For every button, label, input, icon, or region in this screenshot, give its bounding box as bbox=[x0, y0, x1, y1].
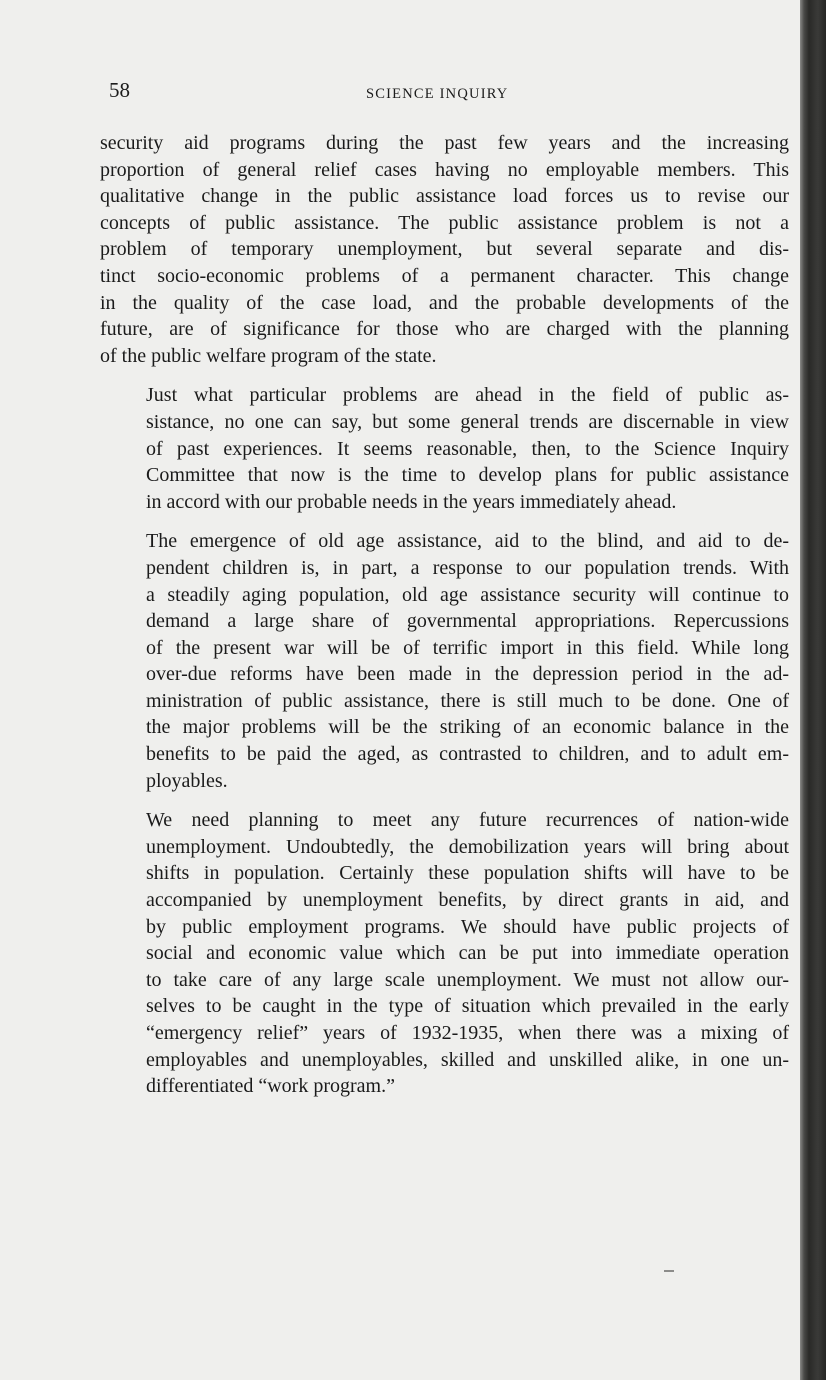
text-line: of past experiences. It seems reasonable, then, to the Science Inquiry bbox=[146, 437, 789, 460]
text-line: demand a large share of governmental appropriations. Repercussions bbox=[146, 610, 789, 633]
text-line: social and economic value which can be put into immediate operation bbox=[146, 942, 789, 965]
text-line: of the present war will be of terrific import in this field. While long bbox=[146, 636, 789, 659]
text-line: in accord with our probable needs in the years immediately ahead. bbox=[146, 490, 677, 513]
text-line: by public employment programs. We should have public projects of bbox=[146, 915, 789, 938]
text-line: Just what particular problems are ahead in the field of public as- bbox=[146, 384, 789, 407]
text-line: employables and unemployables, skilled and unskilled alike, in one un- bbox=[146, 1048, 789, 1071]
body-text bbox=[100, 130, 789, 1100]
page-number: 58 bbox=[109, 78, 130, 102]
text-line: shifts in population. Certainly these population shifts will have to be bbox=[146, 862, 789, 885]
text-line: We need planning to meet any future recurrences of nation-wide bbox=[146, 809, 789, 832]
text-line: problem of temporary unemployment, but several separate and dis- bbox=[100, 238, 789, 261]
text-line: benefits to be paid the aged, as contrasted to children, and to adult em- bbox=[146, 743, 789, 766]
stray-mark bbox=[664, 1270, 674, 1272]
text-line: a steadily aging population, old age assistance security will continue to bbox=[146, 583, 789, 606]
text-line: sistance, no one can say, but some general trends are discernable in view bbox=[146, 410, 789, 433]
text-line: concepts of public assistance. The public assistance problem is not a bbox=[100, 211, 789, 234]
paragraph-1 bbox=[100, 130, 789, 369]
text-line: future, are of significance for those who are charged with the planning bbox=[100, 318, 789, 341]
paragraph-4 bbox=[100, 807, 789, 1100]
book-spine-shadow bbox=[800, 0, 826, 1380]
text-line: “emergency relief” years of 1932-1935, when there was a mixing of bbox=[146, 1022, 789, 1044]
text-line: qualitative change in the public assistance load forces us to revise our bbox=[100, 185, 789, 208]
text-line: Committee that now is the time to develop plans for public assistance bbox=[146, 464, 789, 487]
text-line: accompanied by unemployment benefits, by direct grants in aid, and bbox=[146, 889, 789, 912]
text-line: the major problems will be the striking of an economic balance in the bbox=[146, 716, 789, 739]
text-line: proportion of general relief cases having no employable members. This bbox=[100, 158, 789, 181]
text-line: tinct socio-economic problems of a permanent character. This change bbox=[100, 264, 789, 287]
running-head: SCIENCE INQUIRY bbox=[366, 86, 509, 102]
text-line: to take care of any large scale unemployment. We must not allow our- bbox=[146, 968, 789, 991]
paragraph-3 bbox=[100, 528, 789, 794]
text-line: of the public welfare program of the state. bbox=[100, 344, 437, 367]
text-line: differentiated “work program.” bbox=[146, 1075, 395, 1098]
paragraph-2 bbox=[100, 382, 789, 515]
text-line: The emergence of old age assistance, aid to the blind, and aid to de- bbox=[146, 530, 789, 553]
text-line: ployables. bbox=[146, 769, 228, 792]
text-line: ministration of public assistance, there is still much to be done. One of bbox=[146, 689, 789, 712]
text-line: pendent children is, in part, a response to our population trends. With bbox=[146, 556, 789, 579]
text-line: over-due reforms have been made in the depression period in the ad- bbox=[146, 663, 789, 686]
text-line: selves to be caught in the type of situation which prevailed in the early bbox=[146, 995, 789, 1018]
text-line: in the quality of the case load, and the probable developments of the bbox=[100, 291, 789, 314]
text-line: unemployment. Undoubtedly, the demobilization years will bring about bbox=[146, 835, 789, 858]
text-line: security aid programs during the past few years and the increasing bbox=[100, 132, 789, 154]
